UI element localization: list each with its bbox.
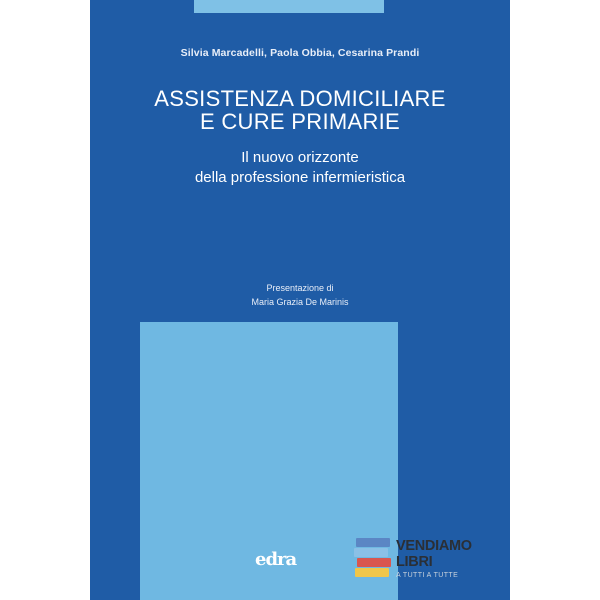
publisher-logo: edra <box>255 549 297 570</box>
book-subtitle <box>90 148 510 188</box>
book-title <box>90 87 510 133</box>
book-cover <box>90 0 510 600</box>
authors: Silvia Marcadelli, Paola Obbia, Cesarina Prandi <box>180 47 420 59</box>
seller-watermark <box>354 532 504 592</box>
subtitle-line-1: Il nuovo orizzonte <box>241 149 359 166</box>
presentation-credit <box>90 281 510 309</box>
subtitle-line-2: della professione infermieristica <box>194 169 406 186</box>
title-line-2: E CURE PRIMARIE <box>199 109 401 134</box>
title-line-1: ASSISTENZA DOMICILIARE <box>154 86 446 111</box>
books-stack-icon <box>354 538 390 584</box>
top-color-band <box>194 0 384 13</box>
seller-name-line-2: LIBRI <box>396 554 433 570</box>
seller-name-line-1: VENDIAMO <box>396 538 472 554</box>
presenter-name: Maria Grazia De Marinis <box>251 297 349 307</box>
seller-tagline: A TUTTI A TUTTE <box>396 572 459 579</box>
presentation-label: Presentazione di <box>266 283 334 293</box>
seller-name <box>396 538 472 570</box>
